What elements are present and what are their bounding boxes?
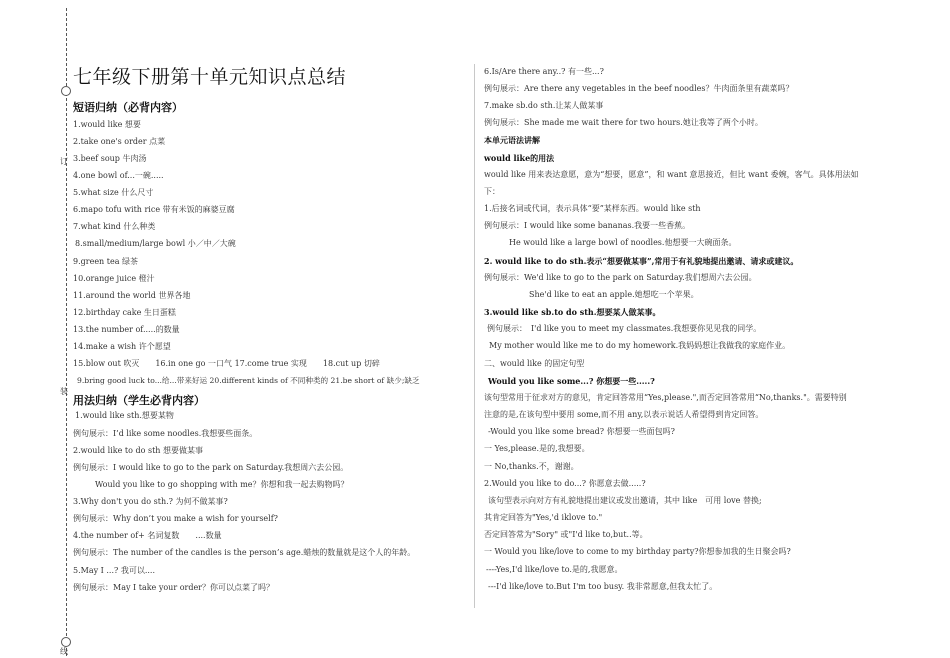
phrase-item: 12.birthday cake 生日蛋糕 (73, 308, 176, 317)
right-line: 1.后接名词或代词，表示具体“要”某样东西。would like sth (484, 204, 701, 213)
usage-item: 例句展示：May I take your order？你可以点菜了吗？ (73, 583, 275, 592)
usage-item: 1.would like sth.想要某物 (75, 411, 174, 420)
right-line: 注意的是,在该句型中要用 some,而不用 any,以表示说话人希望得到肯定回答。 (484, 410, 764, 419)
phrase-item: 11.around the world 世界各地 (73, 291, 191, 300)
right-line: 否定回答常为"Sory" 或"I'd like to,but..等。 (484, 530, 648, 539)
right-line: 例句展示：Are there any vegetables in the beef noodles？牛肉面条里有蔬菜吗？ (484, 84, 794, 93)
right-line: 例句展示：I would like some bananas.我要一些香蕉。 (484, 221, 691, 230)
right-line: 例句展示：She made me wait there for two hours.她让我等了两个小时。 (484, 118, 763, 127)
phrase-item: 10.orange juice 橙汁 (73, 274, 155, 283)
binding-mark: 订 (60, 157, 68, 166)
phrase-item: 8.small/medium/large bowl 小／中／大碗 (75, 239, 236, 248)
phrase-item: 9.green tea 绿茶 (73, 257, 139, 266)
right-line: ---I'd like/love to.But I'm too busy. 我非常愿意,但我太忙了。 (488, 582, 718, 591)
phrase-item: 4.one bowl of...一碗..... (73, 171, 164, 180)
grammar-heading: 本单元语法讲解 (484, 135, 540, 145)
right-line: 该句型表示向对方有礼貌地提出建议或发出邀请，其中 like 可用 love 替换; (488, 496, 762, 505)
right-line: 该句型常用于征求对方的意见，肯定回答常用“Yes,please.",而否定回答常用“No,thanks."。需要特别 (484, 393, 847, 402)
binding-mark: 线 (60, 647, 68, 656)
usage-item: 4.the number of+ 名词复数 ....数量 (73, 531, 222, 540)
section-heading-usage: 用法归纳（学生必背内容） (73, 394, 205, 407)
phrase-item: 7.what kind 什么种类 (73, 222, 156, 231)
page-title: 七年级下册第十单元知识点总结 (73, 66, 347, 88)
usage-item: 2.would like to do sth 想要做某事 (73, 446, 203, 455)
usage-item: 例句展示：The number of the candles is the person’s age.蜡烛的数量就是这个人的年龄。 (73, 548, 416, 557)
right-line: 6.Is/Are there any..? 有一些...? (484, 67, 604, 76)
right-line: would like 用来表达意愿，意为“想要，愿意”，和 want 意思接近，但比 want 委婉，客气。具体用法如 (484, 170, 859, 179)
right-line: 一 No,thanks.不，谢谢。 (484, 462, 579, 471)
binding-line (66, 8, 67, 656)
usage-item: 例句展示：I’d like some noodles.我想要些面条。 (73, 429, 258, 438)
rule-heading: 2. would like to do sth.表示“想要做某事”,常用于有礼貌地提出邀请、请求或建议。 (484, 256, 799, 266)
section-heading-phrases: 短语归纳（必背内容） (73, 101, 183, 114)
binding-mark: 装 (60, 387, 68, 396)
right-line: She'd like to eat an apple.她想吃一个苹果。 (529, 290, 699, 299)
phrase-item: 3.beef soup 牛肉汤 (73, 154, 147, 163)
phrase-item: 15.blow out 吹灭 16.in one go 一口气 17.come true 实现 18.cut up 切碎 (73, 359, 380, 368)
right-line: 2.Would you like to do...? 你愿意去做.....? (484, 479, 646, 488)
phrase-item: 1.would like 想要 (73, 120, 141, 129)
usage-item: 例句展示：I would like to go to the park on Saturday.我想周六去公园。 (73, 463, 349, 472)
right-line: 一 Would you like/love to come to my birthday party?你想参加我的生日聚会吗? (484, 547, 791, 556)
grammar-subheading: would like的用法 (484, 153, 555, 163)
usage-item: 5.May I ...? 我可以.... (73, 566, 155, 575)
usage-item: Would you like to go shopping with me？你想和我一起去购物吗？ (95, 480, 349, 489)
phrase-item: 14.make a wish 许个愿望 (73, 342, 171, 351)
right-line: My mother would like me to do my homework.我妈妈想让我做我的家庭作业。 (489, 341, 791, 350)
phrase-item: 5.what size 什么尺寸 (73, 188, 154, 197)
usage-item: 例句展示：Why don’t you make a wish for yourself? (73, 514, 278, 523)
right-line: -Would you like some bread? 你想要一些面包吗? (488, 427, 675, 436)
right-line: 其肯定回答为"Yes,'d iklove to." (484, 513, 603, 522)
binding-hole-icon (61, 86, 71, 96)
phrase-item: 6.mapo tofu with rice 带有米饭的麻婆豆腐 (73, 205, 235, 214)
right-line: 7.make sb.do sth.让某人做某事 (484, 101, 604, 110)
binding-hole-icon (61, 637, 71, 647)
column-divider (474, 64, 475, 608)
right-line: ----Yes,I'd like/love to.是的,我愿意。 (486, 565, 623, 574)
rule-heading: 3.would like sb.to do sth.想要某人做某事。 (484, 307, 661, 317)
phrase-item: 2.take one's order 点菜 (73, 137, 166, 146)
right-line: 例句展示： I'd like you to meet my classmates.我想要你见见我的同学。 (487, 324, 762, 333)
phrase-item: 13.the number of.....的数量 (73, 325, 180, 334)
usage-item: 3.Why don't you do sth.? 为何不做某事? (73, 497, 228, 506)
right-line: 二、would like 的固定句型 (484, 359, 585, 368)
right-line: 例句展示：We'd like to go to the park on Saturday.我们想周六去公园。 (484, 273, 757, 282)
right-line: He would like a large bowl of noodles.他想要一大碗面条。 (509, 238, 737, 247)
pattern-heading: Would you like some...? 你想要一些.....? (488, 376, 655, 386)
right-line: 一 Yes,please.是的,我想要。 (484, 444, 590, 453)
phrase-item: 9.bring good luck to...给...带来好运 20.different kinds of 不同种类的 21.be short of 缺少;缺乏 (77, 376, 420, 385)
right-line: 下： (484, 187, 500, 196)
